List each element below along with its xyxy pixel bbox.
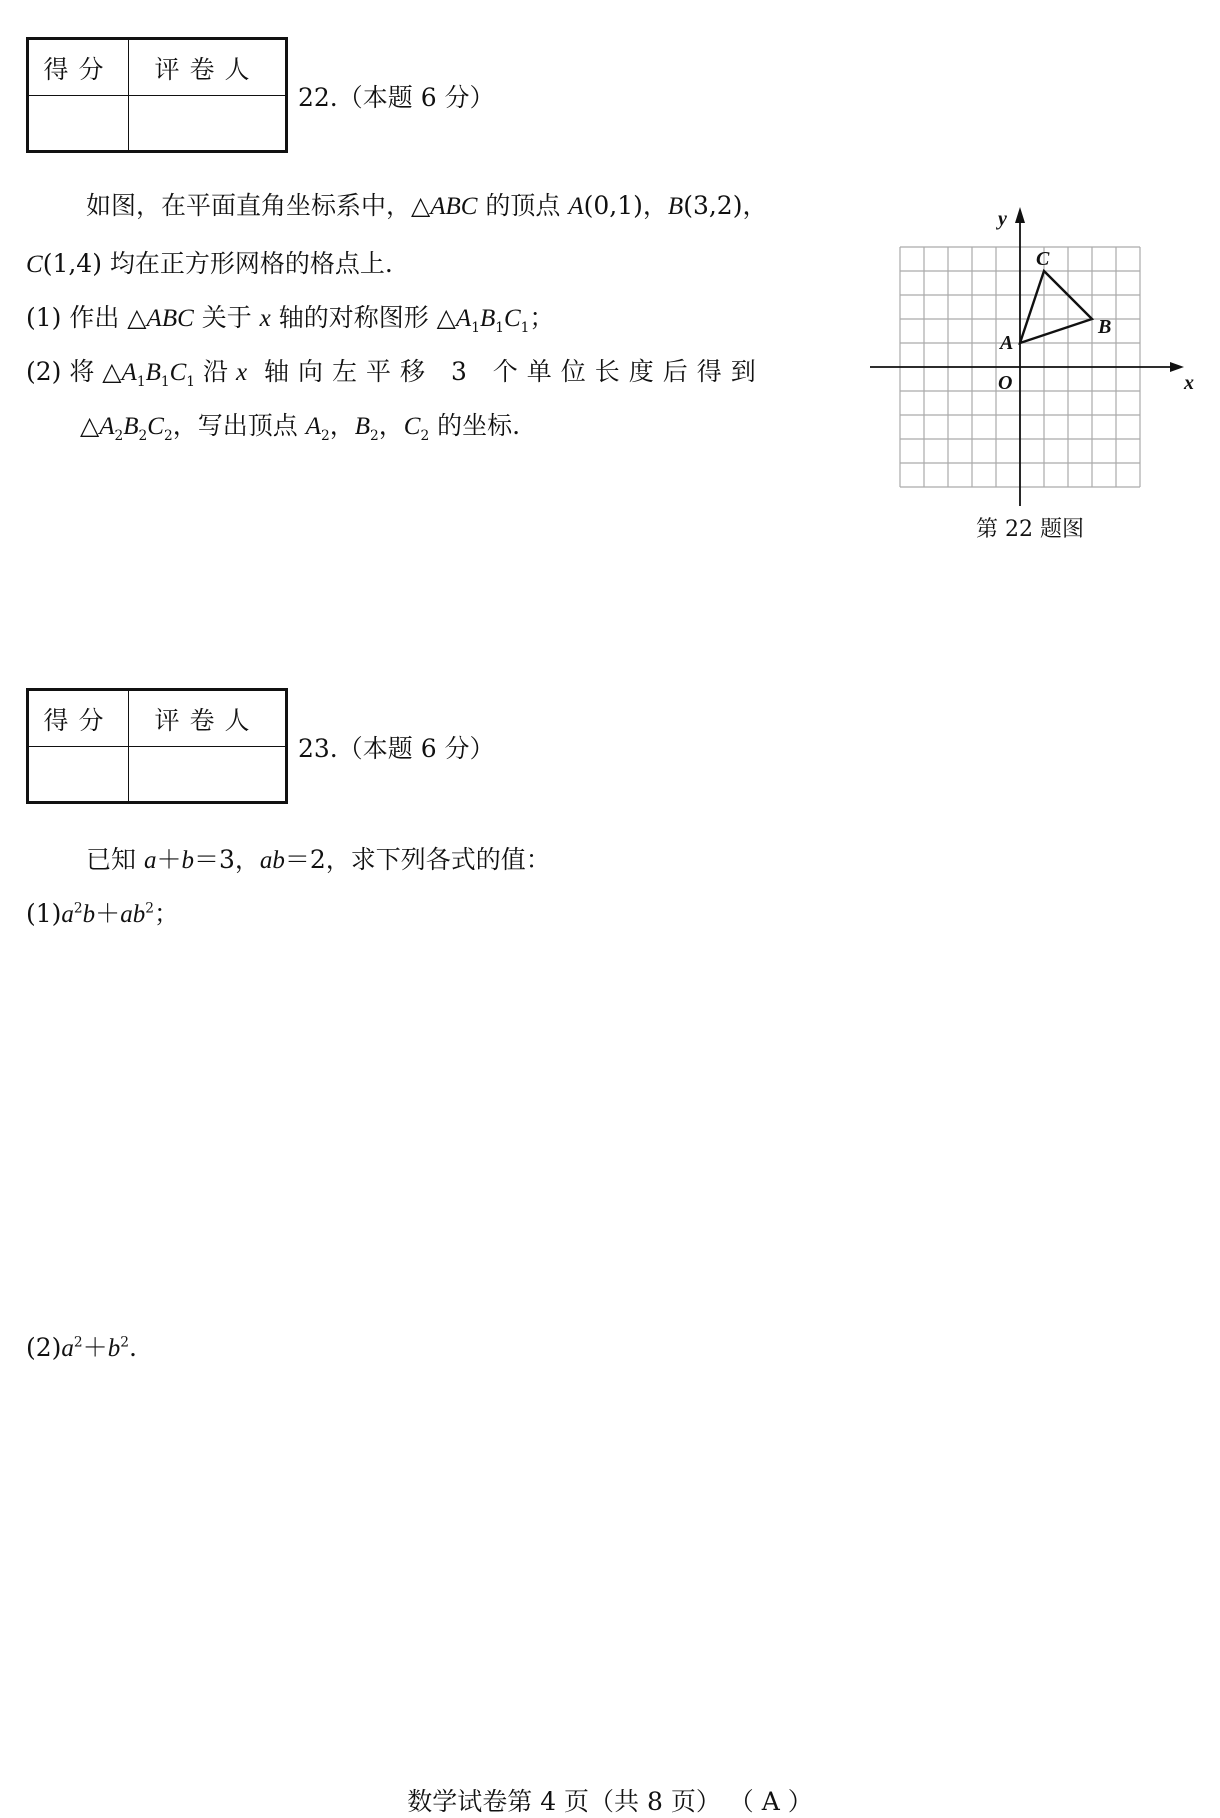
q22-part1: (1) 作出 △ABC 关于 x 轴的对称图形 $\triangle A_1B_1C_1$； bbox=[26, 303, 555, 336]
vertex-label-c: C bbox=[1036, 248, 1050, 270]
question-22-title: 22.（本题 6 分） bbox=[298, 83, 495, 112]
grader-header: 评卷人 bbox=[129, 691, 285, 747]
vertex-label-b: B bbox=[1098, 316, 1112, 338]
grader-header: 评卷人 bbox=[129, 40, 285, 96]
x-axis-arrow bbox=[1170, 362, 1184, 372]
q22-part2-line1: (2) 将 $\triangle A_1B_1C_1$ 沿 x 轴向左平移 3 个单位长度后得到 bbox=[26, 357, 765, 390]
grader-cell[interactable] bbox=[129, 747, 285, 801]
grader-cell[interactable] bbox=[129, 96, 285, 150]
q22-part2-line2: $\triangle A_2B_2C_2$，写出顶点 $A_2$，$B_2$，$C_2$ 的坐标. bbox=[80, 411, 521, 444]
origin-label: O bbox=[998, 372, 1013, 394]
y-axis-arrow bbox=[1015, 207, 1025, 223]
score-header: 得分 bbox=[29, 691, 129, 747]
question-23-title: 23.（本题 6 分） bbox=[298, 734, 495, 763]
coordinate-grid-figure bbox=[870, 186, 1200, 506]
q22-intro-line2: C(1,4) 均在正方形网格的格点上. bbox=[26, 249, 393, 278]
score-cell[interactable] bbox=[29, 96, 129, 150]
figure-caption: 第 22 题图 bbox=[976, 517, 1084, 542]
vertex-label-a: A bbox=[1000, 332, 1014, 354]
q23-part2: $(2)a^2+b^2$. bbox=[26, 1333, 137, 1362]
score-cell[interactable] bbox=[29, 747, 129, 801]
q23-intro: 已知 a＋b＝3，ab＝2，求下列各式的值： bbox=[86, 845, 551, 874]
triangle-abc bbox=[1020, 271, 1092, 343]
x-axis-label: x bbox=[1184, 372, 1194, 394]
score-table-q23 bbox=[26, 688, 288, 804]
q22-intro-line1: 如图，在平面直角坐标系中，△ABC 的顶点 A(0,1)，B(3,2)， bbox=[86, 191, 768, 220]
score-header: 得分 bbox=[29, 40, 129, 96]
q23-part1: $(1)a^2b+ab^2$； bbox=[26, 899, 179, 928]
score-table-q22 bbox=[26, 37, 288, 153]
page-footer: 数学试卷第 4 页（共 8 页） （ A ） bbox=[407, 1787, 813, 1816]
y-axis-label: y bbox=[998, 208, 1007, 230]
